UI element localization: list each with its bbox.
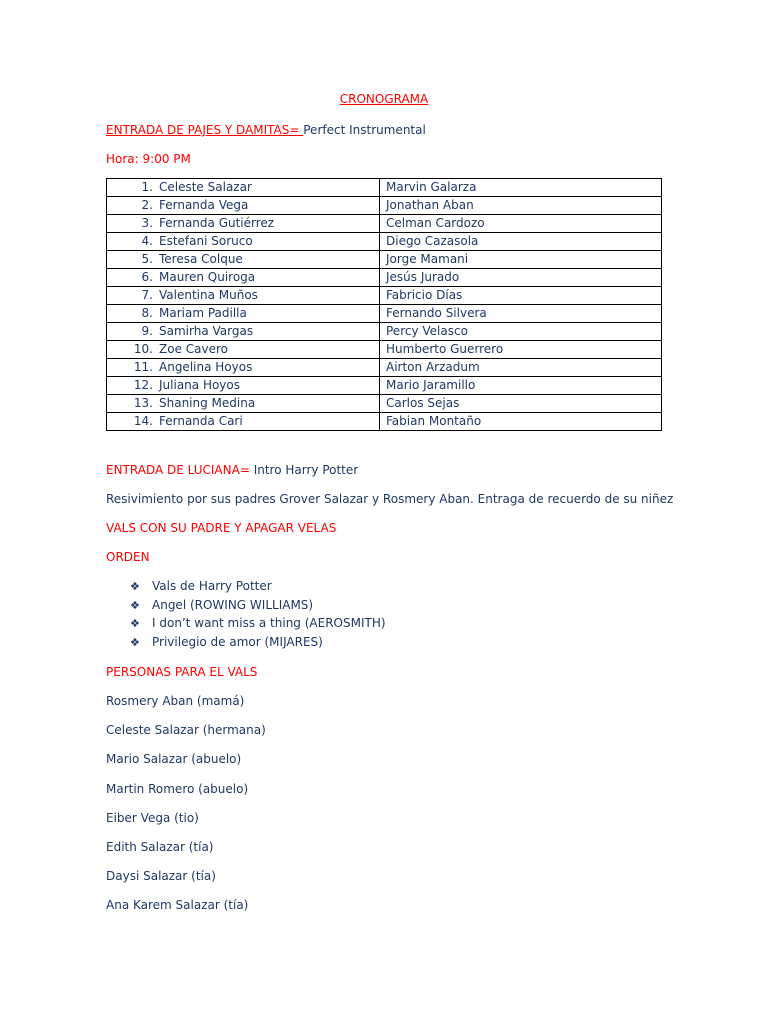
damita-name: Juliana Hoyos	[159, 378, 240, 392]
damita-name: Samirha Vargas	[159, 324, 254, 338]
damita-name: Teresa Colque	[159, 252, 243, 266]
list-item	[130, 614, 386, 633]
table-row	[107, 305, 662, 323]
table-row	[107, 269, 662, 287]
damita-name: Valentina Muños	[159, 288, 258, 302]
damita-name: Mauren Quiroga	[159, 270, 256, 284]
hora-line: Hora: 9:00 PM	[106, 152, 191, 166]
persona-item: Rosmery Aban (mamá)	[106, 694, 245, 708]
table-row	[107, 323, 662, 341]
song-title: I don’t want miss a thing (AEROSMITH)	[152, 616, 386, 631]
damita-cell	[107, 251, 380, 269]
entrada-pajes-line	[106, 122, 426, 138]
table-row	[107, 233, 662, 251]
table-row	[107, 395, 662, 413]
entrada-pajes-label: ENTRADA DE PAJES Y DAMITAS=	[106, 123, 304, 137]
damita-cell	[107, 179, 380, 197]
paje-name: Percy Velasco	[380, 323, 662, 341]
persona-item: Martin Romero (abuelo)	[106, 781, 249, 796]
songs-list	[130, 577, 386, 651]
entrada-luciana-song: Intro Harry Potter	[253, 463, 359, 477]
song-title: Vals de Harry Potter	[152, 579, 272, 593]
damita-name: Fernanda Cari	[159, 414, 243, 428]
list-item	[130, 633, 386, 652]
persona-item: Celeste Salazar (hermana)	[106, 723, 266, 738]
paje-name: Mario Jaramillo	[380, 377, 662, 395]
table-row	[107, 359, 662, 377]
damita-cell	[107, 197, 380, 215]
row-number: 7.	[141, 288, 153, 302]
damita-cell	[107, 305, 380, 323]
persona-item: Eiber Vega (tio)	[106, 810, 199, 825]
row-number: 5.	[141, 252, 153, 266]
paje-name: Fabricio Días	[380, 287, 662, 305]
diamond-bullet-icon: ❖	[130, 617, 140, 631]
persona-item: Mario Salazar (abuelo)	[106, 752, 242, 767]
list-item	[130, 596, 386, 615]
paje-name: Fabian Montaño	[380, 413, 662, 431]
row-number: 6.	[141, 270, 153, 284]
page-title: CRONOGRAMA	[339, 92, 429, 106]
damita-name: Estefani Soruco	[159, 234, 253, 248]
personas-heading: PERSONAS PARA EL VALS	[106, 665, 258, 679]
paje-name: Humberto Guerrero	[380, 341, 662, 359]
resivimiento-line: Resivimiento por sus padres Grover Salazar y Rosmery Aban. Entraga de recuerdo de su niñez	[106, 492, 674, 506]
paje-name: Carlos Sejas	[380, 395, 662, 413]
damita-name: Zoe Cavero	[159, 342, 228, 356]
table-row	[107, 179, 662, 197]
damita-cell	[107, 233, 380, 251]
row-number: 11.	[133, 360, 153, 374]
row-number: 2.	[141, 198, 153, 212]
persona-item: Daysi Salazar (tía)	[106, 869, 216, 884]
paje-name: Fernando Silvera	[380, 305, 662, 323]
diamond-bullet-icon: ❖	[130, 635, 140, 649]
damita-name: Angelina Hoyos	[159, 360, 253, 374]
damita-cell	[107, 215, 380, 233]
diamond-bullet-icon: ❖	[130, 598, 140, 612]
table-row	[107, 215, 662, 233]
paje-name: Jorge Mamani	[380, 251, 662, 269]
damita-name: Celeste Salazar	[159, 180, 252, 194]
damita-cell	[107, 413, 380, 431]
row-number: 13.	[133, 396, 153, 410]
row-number: 4.	[141, 234, 153, 248]
damita-name: Fernanda Vega	[159, 198, 249, 212]
damita-cell	[107, 269, 380, 287]
table-row	[107, 341, 662, 359]
pajes-damitas-table	[106, 178, 662, 431]
row-number: 3.	[141, 216, 153, 230]
row-number: 12.	[133, 378, 153, 392]
paje-name: Jesús Jurado	[380, 269, 662, 287]
song-title: Angel (ROWING WILLIAMS)	[152, 597, 314, 612]
persona-item: Ana Karem Salazar (tía)	[106, 898, 249, 913]
damita-cell	[107, 359, 380, 377]
paje-name: Marvin Galarza	[380, 179, 662, 197]
list-item	[130, 577, 386, 596]
damita-name: Shaning Medina	[159, 396, 256, 410]
row-number: 9.	[141, 324, 153, 338]
damita-name: Mariam Padilla	[159, 306, 247, 320]
row-number: 1.	[141, 180, 153, 194]
table-row	[107, 413, 662, 431]
row-number: 8.	[141, 306, 153, 320]
entrada-pajes-song: Perfect Instrumental	[303, 123, 426, 137]
damita-cell	[107, 341, 380, 359]
damita-cell	[107, 323, 380, 341]
table-row	[107, 287, 662, 305]
paje-name: Celman Cardozo	[380, 215, 662, 233]
damita-cell	[107, 287, 380, 305]
paje-name: Airton Arzadum	[380, 359, 662, 377]
paje-name: Diego Cazasola	[380, 233, 662, 251]
orden-heading: ORDEN	[106, 550, 150, 564]
table-row	[107, 377, 662, 395]
damita-name: Fernanda Gutiérrez	[159, 216, 275, 230]
entrada-luciana-label: ENTRADA DE LUCIANA=	[106, 463, 254, 477]
table-row	[107, 251, 662, 269]
diamond-bullet-icon: ❖	[130, 580, 140, 593]
entrada-luciana-line	[106, 462, 358, 478]
row-number: 10.	[133, 342, 153, 356]
vals-padre-heading: VALS CON SU PADRE Y APAGAR VELAS	[106, 521, 337, 535]
row-number: 14.	[133, 414, 153, 428]
table-row	[107, 197, 662, 215]
paje-name: Jonathan Aban	[380, 197, 662, 215]
damita-cell	[107, 395, 380, 413]
persona-item: Edith Salazar (tía)	[106, 840, 214, 854]
song-title: Privilegio de amor (MIJARES)	[152, 634, 323, 649]
damita-cell	[107, 377, 380, 395]
